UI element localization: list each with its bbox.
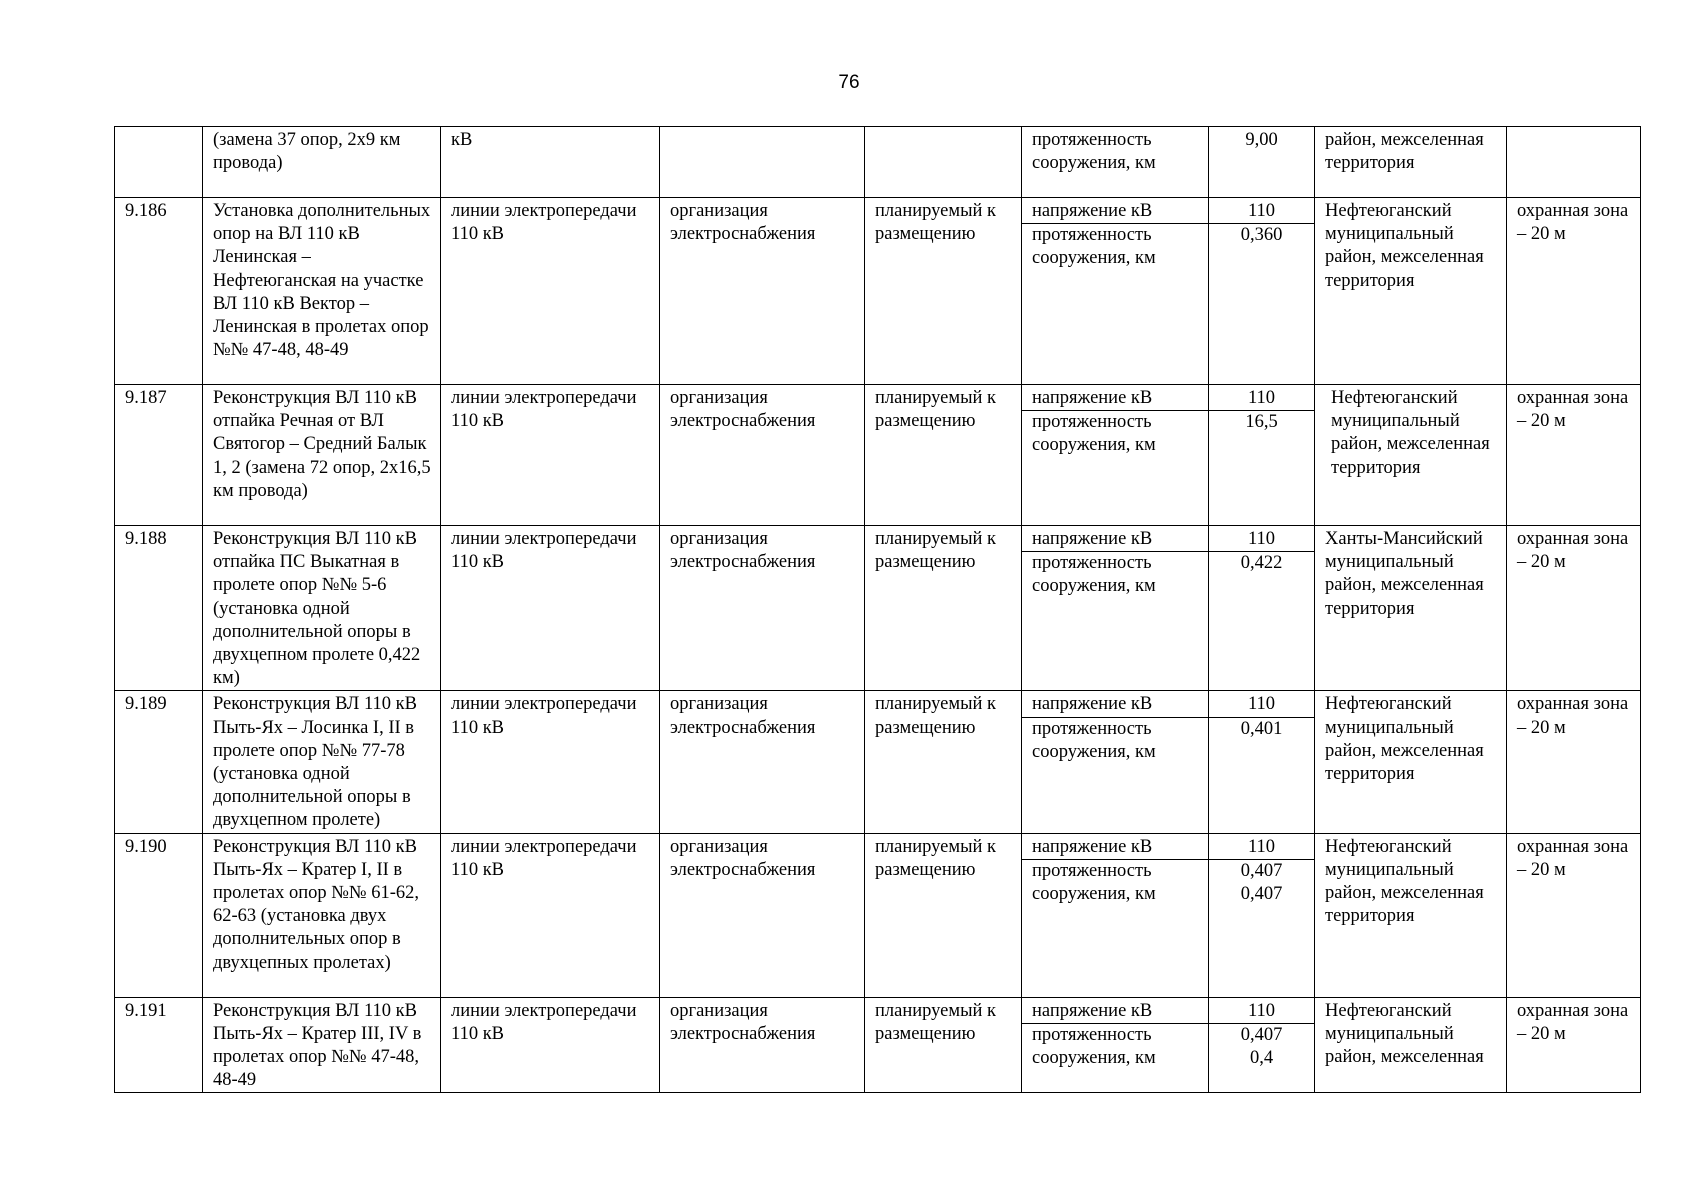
object-name: Реконструкция ВЛ 110 кВ Пыть-Ях – Кратер III, IV в пролетах опор №№ 47-48, 48-49 bbox=[203, 997, 441, 1093]
object-status: планируемый к размещению bbox=[865, 385, 1022, 526]
object-region: район, межселенная территория bbox=[1315, 127, 1507, 198]
value-length: 16,5 bbox=[1245, 412, 1278, 433]
value-cell bbox=[1209, 833, 1315, 997]
object-region: Нефтеюганский муниципальный район, межселенная территория bbox=[1315, 198, 1507, 385]
parameter-voltage: напряжение кВ bbox=[1022, 198, 1208, 224]
object-name: (замена 37 опор, 2х9 км провода) bbox=[203, 127, 441, 198]
page-number: 76 bbox=[838, 72, 860, 93]
objects-table bbox=[114, 126, 1641, 1093]
object-type: линии электропередачи 110 кВ bbox=[441, 691, 660, 833]
object-status: планируемый к размещению bbox=[865, 526, 1022, 691]
value-length: 9,00 bbox=[1245, 130, 1278, 150]
value-length: 0,360 bbox=[1240, 225, 1283, 246]
parameter-cell bbox=[1022, 691, 1209, 833]
value-length: 0,401 bbox=[1240, 718, 1283, 739]
object-zone: охранная зона – 20 м bbox=[1507, 833, 1641, 997]
object-name: Установка дополнительных опор на ВЛ 110 кВ Ленинская – Нефтеюганская на участке ВЛ 110 кВ Вектор – Ленинская в пролетах опор №№ 47-48, 48-49 bbox=[203, 198, 441, 385]
parameter-voltage: напряжение кВ bbox=[1022, 526, 1208, 552]
object-type: линии электропередачи 110 кВ bbox=[441, 526, 660, 691]
object-type: линии электропередачи 110 кВ bbox=[441, 385, 660, 526]
value-voltage: 110 bbox=[1209, 691, 1314, 717]
parameter-cell bbox=[1022, 198, 1209, 385]
parameter-voltage: напряжение кВ bbox=[1022, 691, 1208, 717]
value-cell bbox=[1209, 526, 1315, 691]
parameter-length: протяженность сооружения, км bbox=[1032, 860, 1156, 905]
object-purpose: организация электроснабжения bbox=[660, 833, 865, 997]
object-region: Нефтеюганский муниципальный район, межселенная территория bbox=[1315, 691, 1507, 833]
table-row bbox=[115, 997, 1641, 1093]
parameter-length: протяженность сооружения, км bbox=[1032, 130, 1156, 174]
object-zone: охранная зона – 20 м bbox=[1507, 997, 1641, 1093]
object-zone: охранная зона – 20 м bbox=[1507, 526, 1641, 691]
object-status: планируемый к размещению bbox=[865, 198, 1022, 385]
parameter-voltage: напряжение кВ bbox=[1022, 385, 1208, 411]
row-number: 9.191 bbox=[115, 997, 203, 1093]
object-status: планируемый к размещению bbox=[865, 997, 1022, 1093]
row-number: 9.189 bbox=[115, 691, 203, 833]
table-row bbox=[115, 198, 1641, 385]
value-voltage: 110 bbox=[1209, 385, 1314, 411]
table-row bbox=[115, 127, 1641, 198]
row-number: 9.190 bbox=[115, 833, 203, 997]
parameter-cell bbox=[1022, 385, 1209, 526]
table-row bbox=[115, 691, 1641, 833]
value-voltage: 110 bbox=[1209, 526, 1314, 552]
parameter-cell bbox=[1022, 997, 1209, 1093]
object-name: Реконструкция ВЛ 110 кВ Пыть-Ях – Лосинка I, II в пролете опор №№ 77-78 (установка одной дополнительной опоры в двухцепном пролете) bbox=[203, 691, 441, 833]
row-number: 9.187 bbox=[115, 385, 203, 526]
object-zone: охранная зона – 20 м bbox=[1507, 691, 1641, 833]
object-purpose: организация электроснабжения bbox=[660, 997, 865, 1093]
value-voltage: 110 bbox=[1209, 198, 1314, 224]
parameter-length: протяженность сооружения, км bbox=[1032, 553, 1156, 597]
value-length: 0,422 bbox=[1240, 553, 1283, 574]
object-zone: охранная зона – 20 м bbox=[1507, 385, 1641, 526]
object-type: линии электропередачи 110 кВ bbox=[441, 833, 660, 997]
object-status: планируемый к размещению bbox=[865, 691, 1022, 833]
table-row bbox=[115, 526, 1641, 691]
value-cell bbox=[1209, 997, 1315, 1093]
row-number bbox=[115, 127, 203, 198]
parameter-voltage: напряжение кВ bbox=[1022, 834, 1208, 860]
object-type: линии электропередачи 110 кВ bbox=[441, 198, 660, 385]
value-cell bbox=[1209, 127, 1315, 198]
parameter-length: протяженность сооружения, км bbox=[1032, 412, 1156, 456]
object-name: Реконструкция ВЛ 110 кВ отпайка ПС Выкатная в пролете опор №№ 5-6 (установка одной дополнительной опоры в двухцепном пролете 0,422 км) bbox=[203, 526, 441, 691]
parameter-voltage: напряжение кВ bbox=[1022, 998, 1208, 1024]
value-cell bbox=[1209, 691, 1315, 833]
value-voltage: 110 bbox=[1209, 834, 1314, 860]
parameter-length: протяженность сооружения, км bbox=[1032, 225, 1156, 269]
parameter-length: протяженность сооружения, км bbox=[1032, 1024, 1156, 1069]
object-purpose: организация электроснабжения bbox=[660, 526, 865, 691]
table-row bbox=[115, 833, 1641, 997]
parameter-cell bbox=[1022, 127, 1209, 198]
object-region: Нефтеюганский муниципальный район, межселенная территория bbox=[1315, 833, 1507, 997]
value-length: 0,407 bbox=[1240, 860, 1283, 881]
row-number: 9.186 bbox=[115, 198, 203, 385]
object-name: Реконструкция ВЛ 110 кВ Пыть-Ях – Кратер I, II в пролетах опор №№ 61-62, 62-63 (установка двух дополнительных опор в двухцепных пролетах) bbox=[203, 833, 441, 997]
object-region: Ханты-Мансийский муниципальный район, межселенная территория bbox=[1315, 526, 1507, 691]
value-length-2: 0,4 bbox=[1249, 1048, 1274, 1069]
object-purpose: организация электроснабжения bbox=[660, 385, 865, 526]
value-cell bbox=[1209, 198, 1315, 385]
object-purpose: организация электроснабжения bbox=[660, 198, 865, 385]
value-cell bbox=[1209, 385, 1315, 526]
region-text: Нефтеюганский муниципальный район, межселенная территория bbox=[1331, 388, 1490, 478]
object-region: Нефтеюганский муниципальный район, межселенная bbox=[1315, 997, 1507, 1093]
object-purpose: организация электроснабжения bbox=[660, 691, 865, 833]
object-region bbox=[1315, 385, 1507, 526]
object-type: кВ bbox=[441, 127, 660, 198]
value-length: 0,407 bbox=[1240, 1024, 1283, 1045]
parameter-cell bbox=[1022, 833, 1209, 997]
object-status: планируемый к размещению bbox=[865, 833, 1022, 997]
object-zone bbox=[1507, 127, 1641, 198]
parameter-cell bbox=[1022, 526, 1209, 691]
object-purpose bbox=[660, 127, 865, 198]
row-number: 9.188 bbox=[115, 526, 203, 691]
value-voltage: 110 bbox=[1209, 998, 1314, 1024]
object-name: Реконструкция ВЛ 110 кВ отпайка Речная от ВЛ Святогор – Средний Балык 1, 2 (замена 72 опор, 2х16,5 км провода) bbox=[203, 385, 441, 526]
table-row bbox=[115, 385, 1641, 526]
object-zone: охранная зона – 20 м bbox=[1507, 198, 1641, 385]
parameter-length: протяженность сооружения, км bbox=[1032, 718, 1156, 762]
value-length-2: 0,407 bbox=[1240, 884, 1283, 905]
object-status bbox=[865, 127, 1022, 198]
object-type: линии электропередачи 110 кВ bbox=[441, 997, 660, 1093]
